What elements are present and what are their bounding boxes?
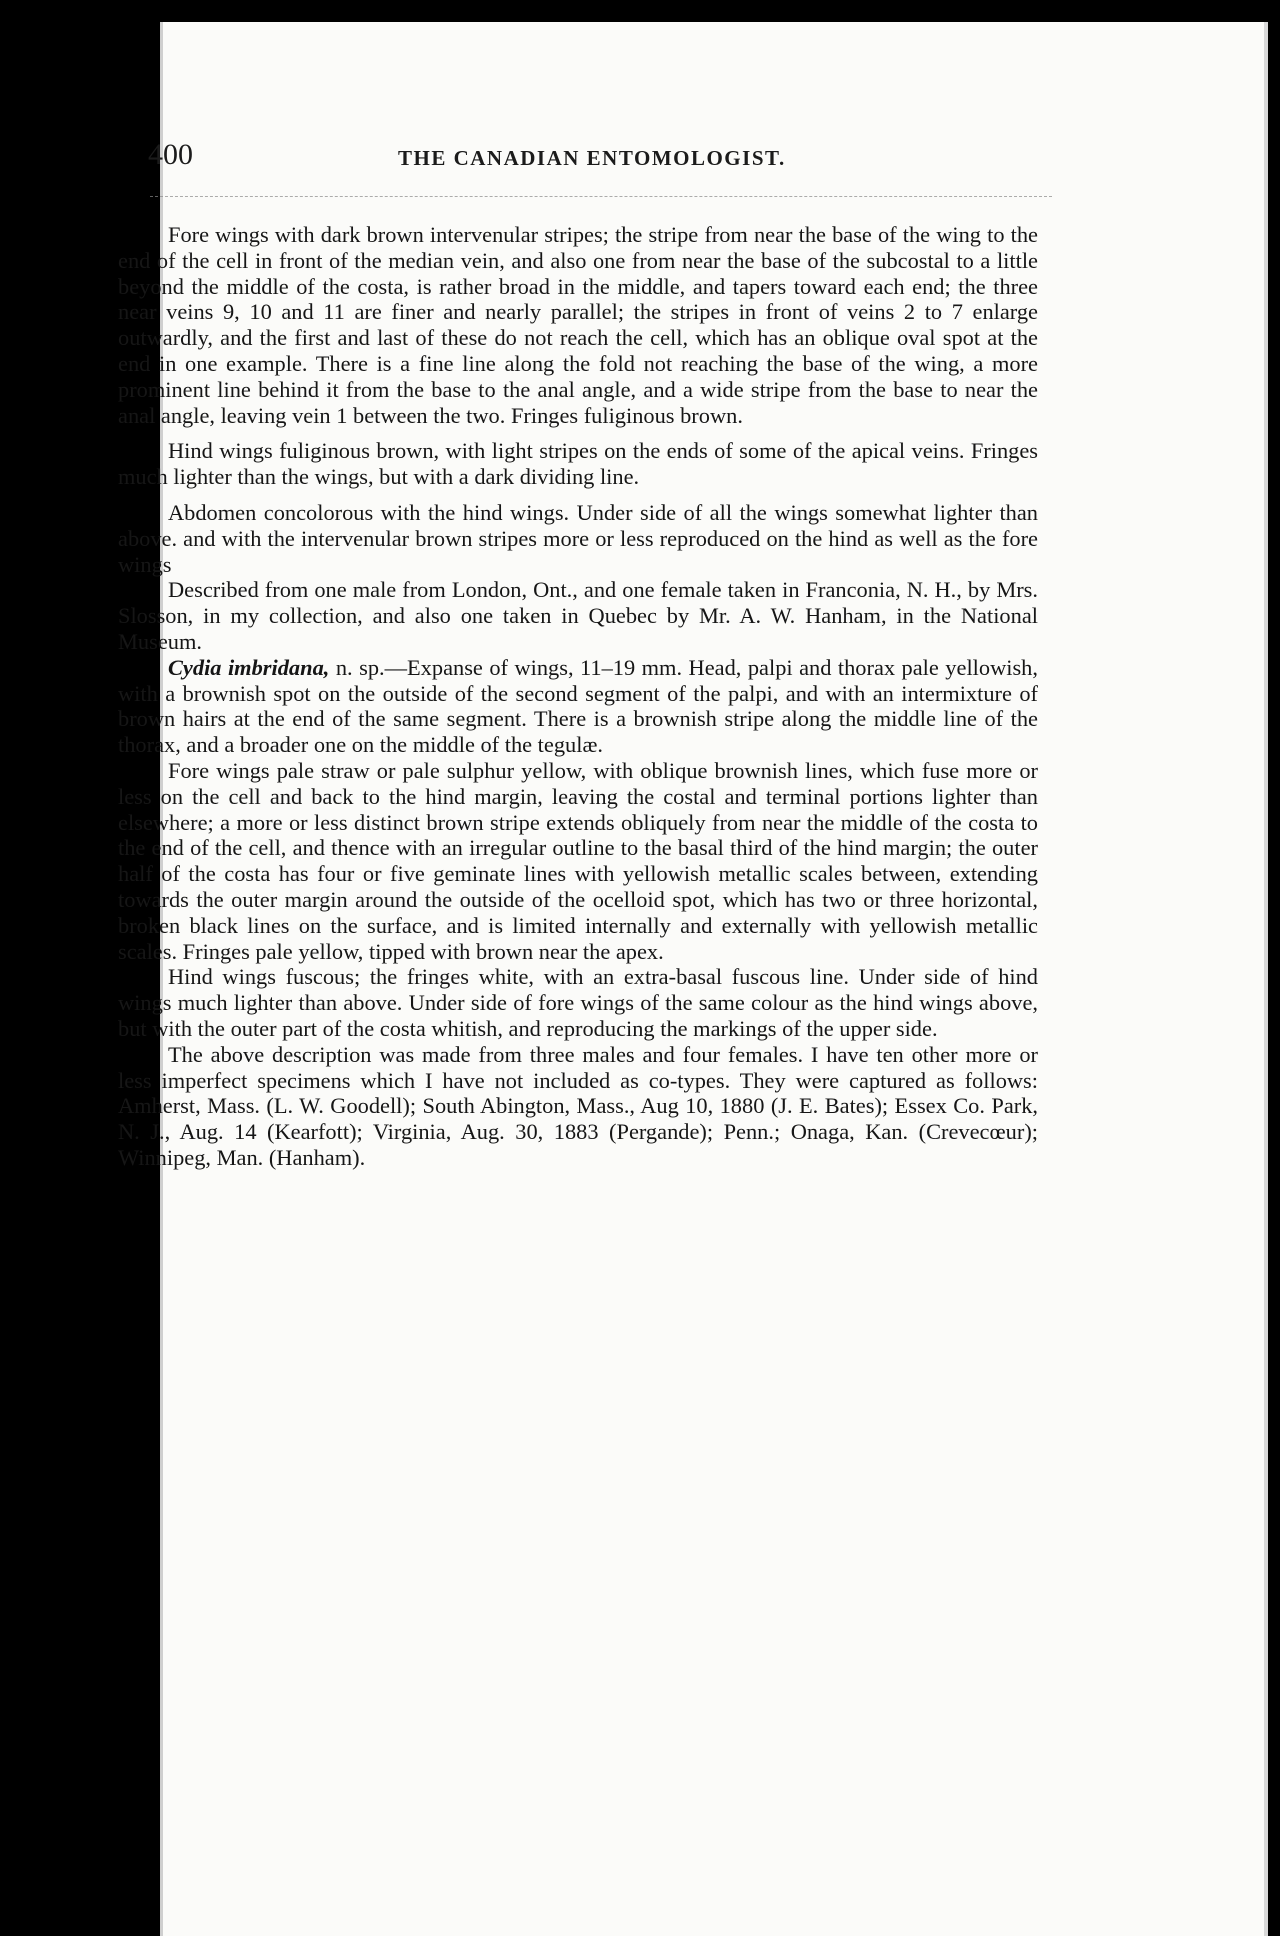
paragraph-hind-wings: Hind wings fuliginous brown, with light stripes on the ends of some of the apical veins. Fringes much lighter than the wings, but with a dark dividing line.	[118, 438, 1038, 490]
paragraph-fore-wings: Fore wings with dark brown intervenular stripes; the stripe from near the base of the wing to the end of the cell in front of the median vein, and also one from near the base of the subcostal to a little beyond the middle of the costa, is rather broad in the middle, and tapers toward each end; the three near veins 9, 10 and 11 are finer and nearly parallel; the stripes in front of veins 2 to 7 enlarge outwardly, and the first and last of these do not reach the cell, which has an oblique oval spot at the end in one example. There is a fine line along the fold not reaching the base of the wing, a more prominent line behind it from the base to the anal angle, and a wide stripe from the base to near the anal angle, leaving vein 1 between the two. Fringes fuliginous brown.	[118, 222, 1038, 428]
paragraph-abdomen: Abdomen concolorous with the hind wings. Under side of all the wings somewhat lighter than above. and with the intervenular brown stripes more or less reproduced on the hind as well as the fore wings	[118, 499, 1038, 577]
paragraph-specimens: The above description was made from three males and four females. I have ten other more or less imperfect specimens which I have not included as co-types. They were captured as follows: Amherst, Mass. (L. W. Goodell); South Abington, Mass., Aug 10, 1880 (J. E. Bates); Essex Co. Park, N. J., Aug. 14 (Kearfott); Virginia, Aug. 30, 1883 (Pergande); Penn.; Onaga, Kan. (Crevecœur); Winnipeg, Man. (Hanham).	[118, 1041, 1038, 1170]
paragraph-hind-wings-imbridana: Hind wings fuscous; the fringes white, with an extra-basal fuscous line. Under side of hind wings much lighter than above. Under side of fore wings of the same colour as the hind wings above, but with the outer part of the costa whitish, and reproducing the markings of the upper side.	[118, 964, 1038, 1041]
species-description-text: n. sp.—Expanse of wings, 11–19 mm. Head, palpi and thorax pale yellowish, with a brownish spot on the outside of the second segment of the palpi, and with an intermixture of brown hairs at the end of the same segment. There is a brownish stripe along the middle line of the thorax, and a broader one on the middle of the tegulæ.	[118, 654, 1038, 758]
running-title: THE CANADIAN ENTOMOLOGIST.	[398, 146, 786, 170]
body-text	[118, 222, 1038, 1171]
paragraph-species-description	[118, 655, 1038, 758]
header-rule	[150, 196, 1052, 197]
page-number: 400	[148, 138, 193, 171]
paragraph-described-from: Described from one male from London, Ont., and one female taken in Franconia, N. H., by Mrs. Slosson, in my collection, and also one taken in Quebec by Mr. A. W. Hanham, in the National Museum.	[118, 577, 1038, 654]
paragraph-fore-wings-imbridana: Fore wings pale straw or pale sulphur yellow, with oblique brownish lines, which fuse more or less on the cell and back to the hind margin, leaving the costal and terminal portions lighter than elsewhere; a more or less distinct brown stripe extends obliquely from near the middle of the costa to the end of the cell, and thence with an irregular outline to the basal third of the hind margin; the outer half of the costa has four or five geminate lines with yellowish metallic scales between, extending towards the outer margin around the outside of the ocelloid spot, which has two or three horizontal, broken black lines on the surface, and is limited internally and externally with yellowish metallic scales. Fringes pale yellow, tipped with brown near the apex.	[118, 757, 1038, 964]
species-name: Cydia imbridana,	[168, 654, 330, 680]
page-header	[148, 138, 978, 188]
